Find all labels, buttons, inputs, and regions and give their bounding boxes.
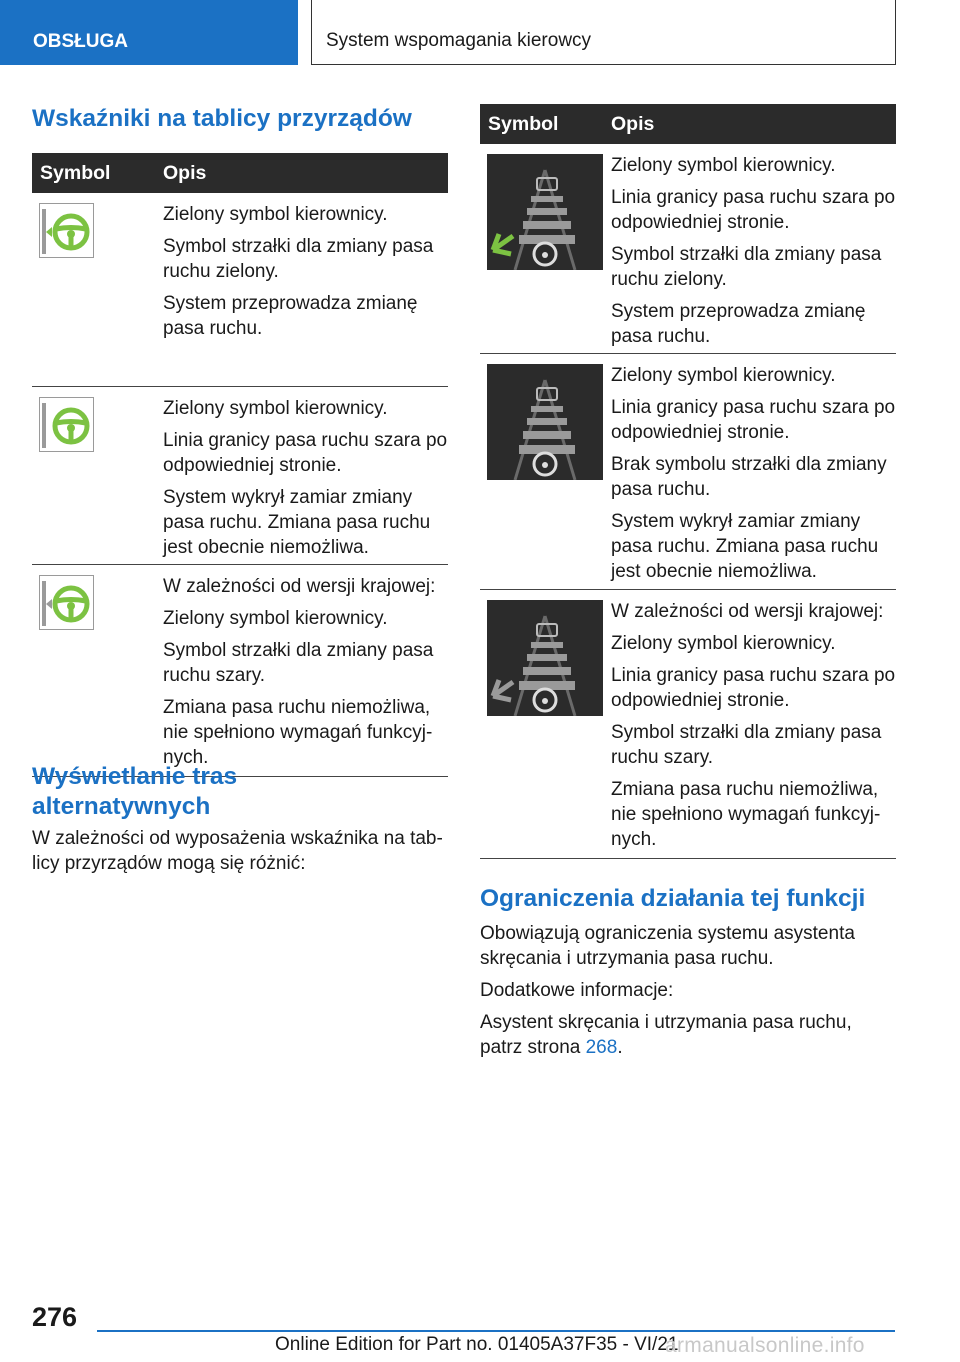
- description-line: Zielony symbol kierownicy.: [611, 155, 836, 176]
- route-display-no-arrow-icon: [487, 364, 603, 480]
- route-display-table: [480, 104, 896, 859]
- description-line: System przeprowadza zmianę pasa ruchu.: [611, 301, 866, 347]
- green-steering-arrow-icon: [39, 203, 94, 258]
- description-cell: [163, 193, 448, 386]
- symbol-cell: [480, 354, 611, 589]
- description-line: Zielony symbol kierownicy.: [163, 204, 388, 225]
- description-line: Zielony symbol kierownicy.: [611, 633, 836, 654]
- description-line: Symbol strzałki dla zmiany pasa ruchu zielony.: [163, 236, 434, 282]
- description-line: Zmiana pasa ruchu niemożliwa, nie spełniono wymagań funkcyjnych.: [611, 779, 881, 850]
- description-line: W zależności od wersji krajowej:: [611, 601, 884, 622]
- alternative-routes-title: Wyświetlanie tras alternatywnych: [32, 763, 238, 820]
- description-line: Zielony symbol kierownicy.: [163, 398, 388, 419]
- description-line: System wykrył zamiar zmiany pasa ruchu. Zmiana pasa ruchu jest obecnie niemożliwa.: [163, 487, 431, 558]
- description-cell: [611, 144, 896, 353]
- cross-reference-end: .: [617, 1037, 623, 1058]
- indicators-table: [32, 153, 448, 777]
- more-info-label: Dodatkowe informacje:: [480, 980, 674, 1001]
- limitations-body: [480, 921, 896, 1067]
- green-steering-grey-arrow-icon: [39, 575, 94, 630]
- description-line: Symbol strzałki dla zmiany pasa ruchu szary.: [163, 640, 434, 686]
- description-line: W zależności od wersji krajowej:: [163, 576, 436, 597]
- page-number: 276: [32, 1302, 78, 1332]
- section-tab: OBSŁUGA: [0, 0, 298, 65]
- description-cell: [611, 354, 896, 589]
- table-row: [480, 354, 896, 590]
- route-display-green-arrow-icon: [487, 154, 603, 270]
- edition-info: Online Edition for Part no. 01405A37F35 - VI/21: [275, 1334, 679, 1355]
- description-cell: [163, 387, 448, 564]
- description-line: System wykrył zamiar zmiany pasa ruchu. Zmiana pasa ruchu jest obecnie niemożliwa.: [611, 511, 879, 582]
- description-line: Zielony symbol kierownicy.: [163, 608, 388, 629]
- description-line: Symbol strzałki dla zmiany pasa ruchu szary.: [611, 722, 882, 768]
- description-line: Linia granicy pasa ruchu szara po odpowiedniej stronie.: [163, 430, 448, 476]
- symbol-cell: [32, 193, 163, 386]
- symbol-cell: [32, 387, 163, 564]
- description-line: Symbol strzałki dla zmiany pasa ruchu zielony.: [611, 244, 882, 290]
- symbol-cell: [32, 565, 163, 776]
- page-link[interactable]: 268: [585, 1037, 618, 1058]
- description-cell: [163, 565, 448, 776]
- table-header: [32, 153, 448, 193]
- description-line: Linia granicy pasa ruchu szara po odpowiedniej stronie.: [611, 187, 896, 233]
- symbol-cell: [480, 144, 611, 353]
- table-row: [32, 193, 448, 387]
- header-symbol: Symbol: [488, 112, 559, 135]
- watermark: armanualsonline.info: [665, 1334, 865, 1357]
- description-line: Linia granicy pasa ruchu szara po odpowiedniej stronie.: [611, 397, 896, 443]
- table-row: [32, 565, 448, 777]
- limitations-paragraph: Obowiązują ograniczenia systemu asystenta skręcania i utrzymania pasa ruchu.: [480, 923, 855, 969]
- header-description: Opis: [611, 112, 655, 135]
- header-symbol: Symbol: [40, 161, 111, 184]
- description-line: Brak symbolu strzałki dla zmiany pasa ruchu.: [611, 454, 887, 500]
- table-row: [32, 387, 448, 565]
- cross-reference-text: Asystent skręcania i utrzymania pasa ruchu, patrz strona: [480, 1012, 852, 1058]
- route-display-grey-arrow-icon: [487, 600, 603, 716]
- footer-divider: [97, 1330, 895, 1332]
- header-description: Opis: [163, 161, 207, 184]
- description-line: Zielony symbol kierownicy.: [611, 365, 836, 386]
- table-row: [480, 590, 896, 859]
- table-row: [480, 144, 896, 354]
- description-line: Linia granicy pasa ruchu szara po odpowiedniej stronie.: [611, 665, 896, 711]
- limitations-title: Ograniczenia działania tej funkcji: [480, 885, 866, 912]
- table-header: [480, 104, 896, 144]
- indicators-title: Wskaźniki na tablicy przyrządów: [32, 105, 412, 132]
- green-steering-grey-line-icon: [39, 397, 94, 452]
- alternative-routes-text: W zależności od wyposażenia wskaźnika na tablicy przyrządów mogą się różnić:: [32, 828, 443, 874]
- symbol-cell: [480, 590, 611, 858]
- cross-reference: [480, 1010, 896, 1060]
- description-line: Zmiana pasa ruchu niemożliwa, nie spełniono wymagań funkcyjnych.: [163, 697, 433, 768]
- chapter-tab: System wspomagania kierowcy: [311, 0, 896, 65]
- description-cell: [611, 590, 896, 858]
- description-line: System przeprowadza zmianę pasa ruchu.: [163, 293, 418, 339]
